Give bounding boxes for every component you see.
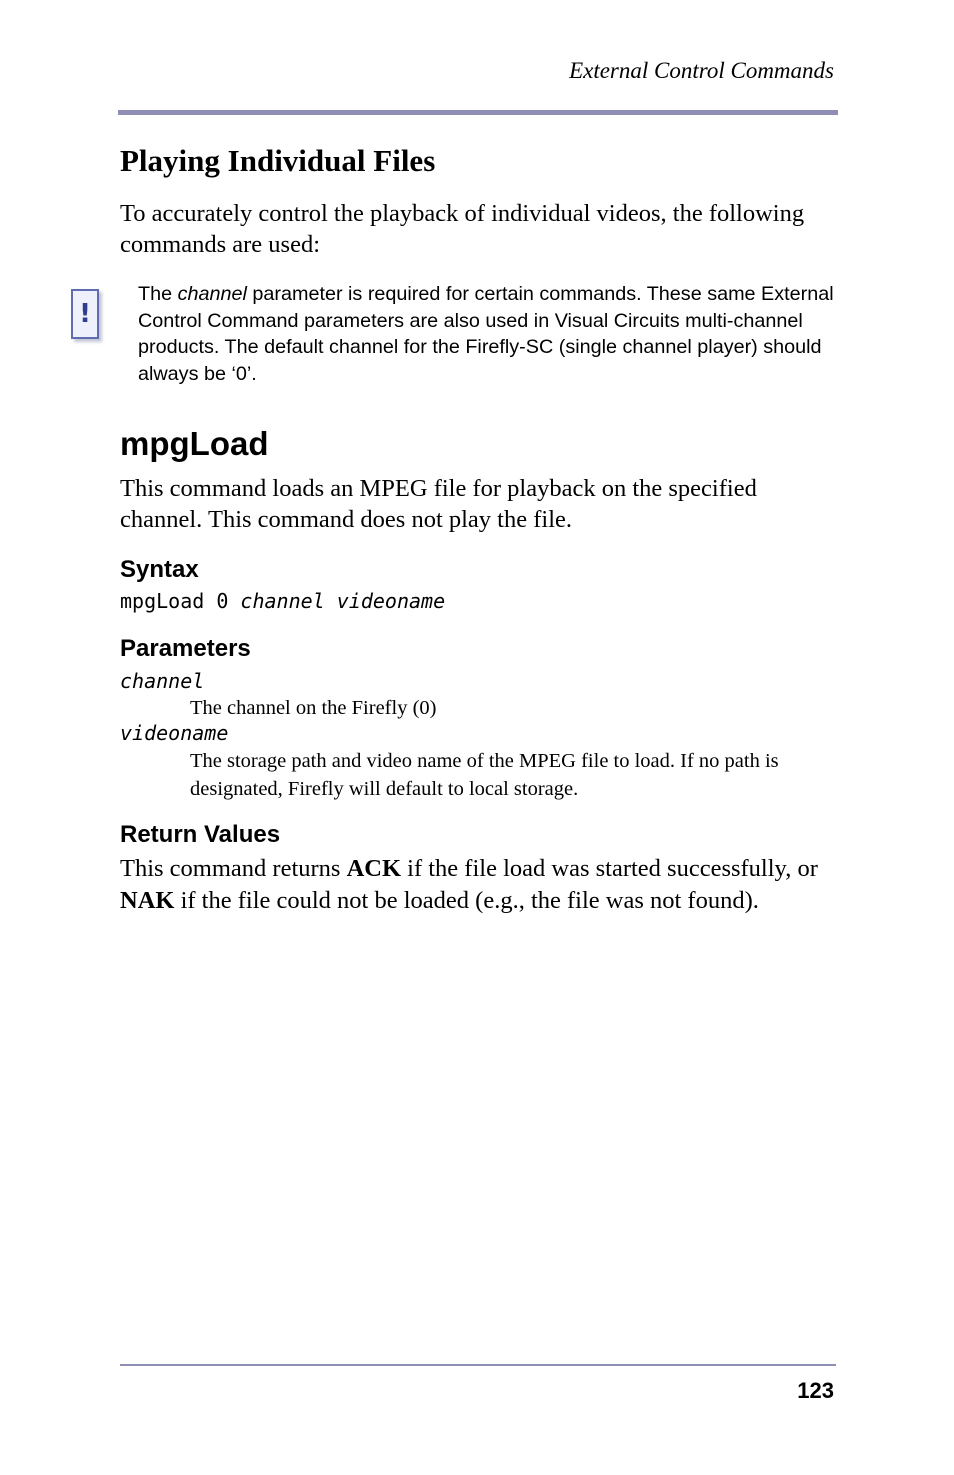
parameters-heading: Parameters: [120, 635, 251, 662]
ack-term: ACK: [346, 855, 402, 882]
return-values-heading: Return Values: [120, 821, 281, 848]
note-text: The channel parameter is required for certain commands. These same External Control Command parameters are also used in Visual Circuits multi-channel products. The default channel for the Firefly-SC (single channel player) should always be ‘0’.: [138, 283, 834, 385]
note-italic-term: channel: [177, 283, 247, 305]
param-desc-channel: The channel on the Firefly (0): [190, 697, 437, 719]
command-title: mpgLoad: [120, 425, 269, 462]
syntax-args: channel videoname: [240, 589, 446, 613]
exclamation-note-icon: !: [71, 289, 99, 339]
section-title: Playing Individual Files: [120, 143, 436, 178]
page-number: 123: [797, 1378, 834, 1403]
param-name-channel: channel: [120, 669, 205, 693]
running-header: External Control Commands: [569, 58, 834, 83]
header-rule: [118, 110, 838, 115]
command-description: This command loads an MPEG file for playback on the specified channel. This command does not play the file.: [120, 475, 757, 533]
syntax-heading: Syntax: [120, 556, 199, 583]
footer-rule: [120, 1364, 836, 1366]
return-values-text: This command returns ACK if the file load was started successfully, or NAK if the file could not be loaded (e.g., the file was not found).: [120, 855, 818, 914]
param-name-videoname: videoname: [120, 721, 229, 745]
syntax-line: mpgLoad 0 channel videoname: [120, 589, 446, 613]
param-desc-videoname: The storage path and video name of the MPEG file to load. If no path is designated, Firefly will default to local storage.: [190, 750, 779, 800]
nak-term: NAK: [120, 886, 175, 914]
section-intro: To accurately control the playback of individual videos, the following commands are used:: [120, 200, 805, 258]
